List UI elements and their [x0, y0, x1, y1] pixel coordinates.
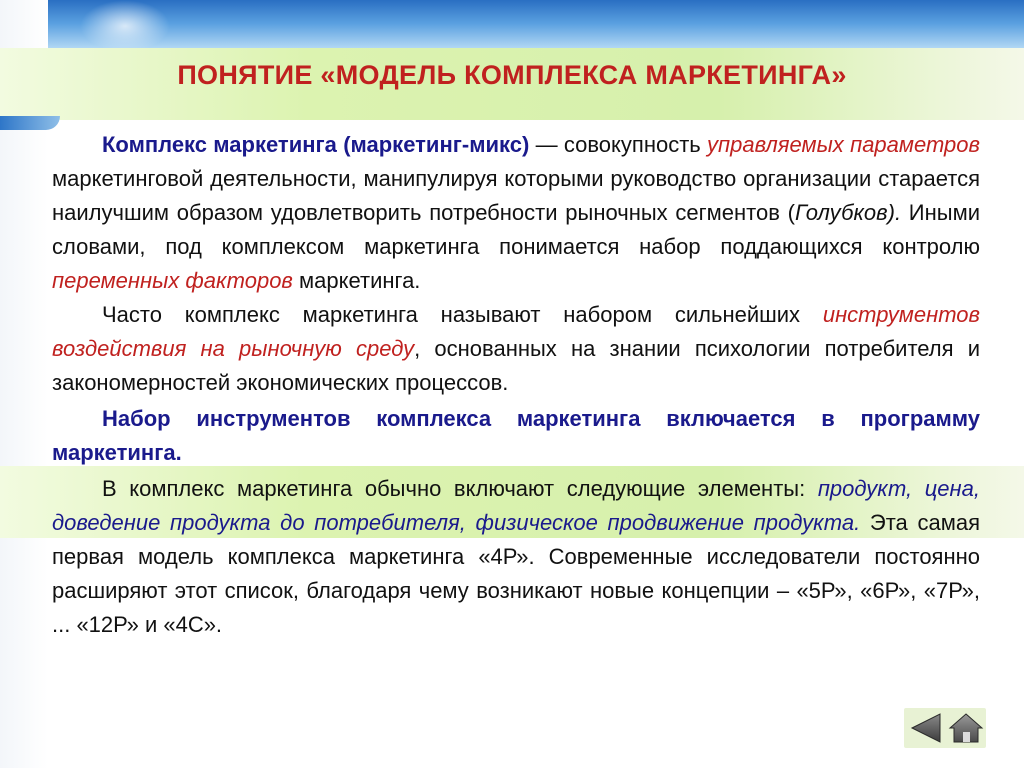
emphasis-4p-elements: продукт, цена, доведение продукта до потребителя, физическое продвижение продукта.: [52, 476, 980, 535]
navigation-panel: [904, 708, 986, 748]
text-span: — совокупность: [529, 132, 708, 157]
paragraph-elements: [52, 472, 980, 642]
back-button[interactable]: [908, 712, 944, 744]
header-glow: [80, 0, 170, 52]
home-button[interactable]: [948, 712, 984, 744]
emphasis-variable-factors: переменных факторов: [52, 268, 293, 293]
home-icon: [948, 712, 984, 744]
emphasis-controlled-params: управляемых параметров: [707, 132, 981, 157]
paragraph-definition: [52, 128, 980, 298]
text-span: маркетинга.: [292, 268, 421, 293]
slide-content: [52, 128, 980, 642]
text-span: В комплекс маркетинга обычно включают следующие элементы:: [102, 476, 818, 501]
slide-title: ПОНЯТИЕ «МОДЕЛЬ КОМПЛЕКСА МАРКЕТИНГА»: [177, 60, 847, 90]
text-span: Эта самая первая модель комплекса маркетинга «4Р». Современные исследователи постоянно расширяют этот список, благодаря чему возникают новые концепции – «5Р», «6Р», «7Р», ... «12Р» и «4С».: [52, 510, 980, 637]
text-span: , основанных на знании психологии потребителя и закономерностей экономических процессов.: [52, 336, 980, 395]
paragraph-tools: [52, 298, 980, 400]
title-swoosh: [0, 116, 60, 130]
highlight-statement: Набор инструментов комплекса маркетинга включается в программу маркетинга.: [52, 406, 980, 465]
author-citation: Голубков).: [795, 200, 902, 225]
text-span: Часто комплекс маркетинга называют набором сильнейших: [102, 302, 823, 327]
text-span: Иными словами, под комплексом маркетинга понимается набор поддающихся контролю: [52, 200, 980, 259]
text-span: маркетинговой деятельности, манипулируя которыми руководство организации старается наилучшим образом удовлетворить потребности рыночных сегментов (: [52, 166, 980, 225]
paragraph-highlight: [52, 402, 980, 470]
emphasis-influence-tools: инструментов воздействия на рыночную среду: [52, 302, 980, 361]
back-arrow-icon: [908, 712, 944, 744]
term-marketing-mix: Комплекс маркетинга (маркетинг-микс): [102, 132, 530, 157]
